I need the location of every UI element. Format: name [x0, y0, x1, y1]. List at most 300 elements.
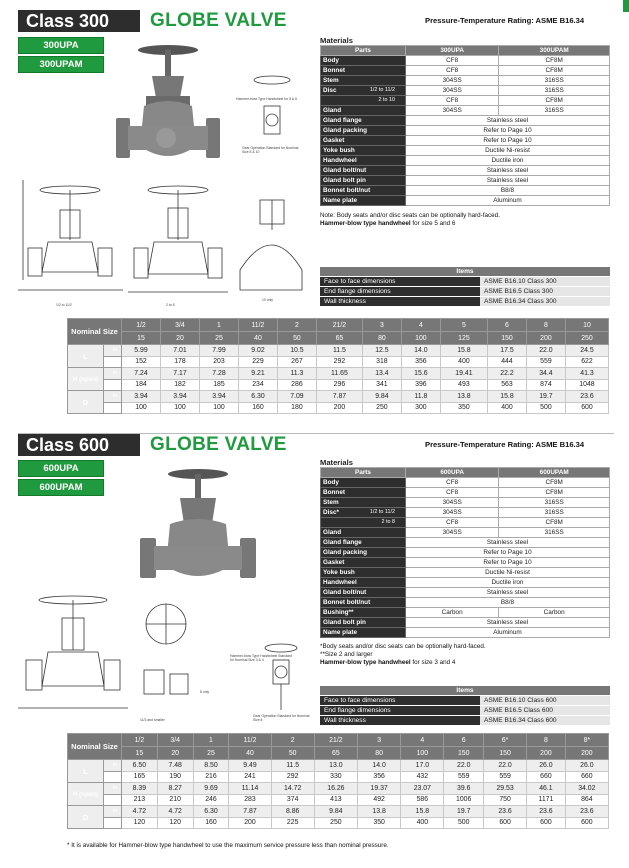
note-line: *Body seats and/or disc seats can be optionally hard-faced. — [320, 643, 486, 650]
material-value: 304SS — [406, 106, 499, 116]
nominal-size-inch: 4 — [401, 734, 444, 747]
items-header: Items — [320, 267, 610, 276]
part-label: Gland bolt/nut — [323, 167, 367, 174]
dimension-row-mm — [68, 817, 609, 829]
dimension-value: 250 — [362, 402, 401, 414]
part-name — [321, 608, 406, 618]
caption-gear-300: Gear Operation Standard for Nominal Size 8 & 10 — [242, 146, 299, 154]
materials-row — [321, 66, 610, 76]
material-value: Stainless steel — [406, 618, 610, 628]
dimension-value: 15.8 — [440, 345, 487, 357]
nominal-size-mm: 25 — [193, 747, 229, 760]
material-value: CF8 — [406, 518, 499, 528]
dimension-value: 413 — [314, 794, 357, 806]
part-name — [321, 156, 406, 166]
materials-row — [321, 56, 610, 66]
dimension-value: 100 — [122, 402, 161, 414]
dimension-value: 493 — [440, 379, 487, 391]
dimension-value: 11.14 — [229, 783, 271, 795]
header-cell: 600UPA — [406, 468, 499, 478]
nominal-size-inch: 8* — [565, 734, 608, 747]
header-cell: Parts — [321, 46, 406, 56]
dimension-value: 11.5 — [271, 760, 314, 772]
dimension-value: 24.5 — [565, 345, 608, 357]
nominal-size-inch: 5 — [440, 319, 487, 332]
dimension-value: 563 — [487, 379, 526, 391]
note-line: Hammer-blow type handwheel for size 5 and 6 — [320, 220, 456, 227]
materials-row — [321, 538, 610, 548]
part-label: Disc* — [323, 509, 339, 516]
dimension-value: 350 — [358, 817, 401, 829]
materials-row — [321, 106, 610, 116]
dimension-value: 34.02 — [565, 783, 608, 795]
part-name — [321, 528, 406, 538]
dimension-value: 660 — [565, 771, 608, 783]
dimension-value: 660 — [527, 771, 566, 783]
unit-label: in. — [104, 368, 122, 380]
part-label: Name plate — [323, 629, 358, 636]
standard-row — [320, 695, 610, 705]
material-value: CF8M — [499, 66, 610, 76]
model-tag-600upam: 600UPAM — [18, 479, 104, 496]
materials-row — [321, 558, 610, 568]
dimension-value: 6.50 — [122, 760, 158, 772]
dimension-value: 10.5 — [277, 345, 316, 357]
part-label: Bonnet — [323, 489, 346, 496]
materials-row — [321, 528, 610, 538]
dimension-value: 46.1 — [527, 783, 566, 795]
material-value: Aluminum — [406, 628, 610, 638]
dimension-value: 13.0 — [314, 760, 357, 772]
part-label: Gasket — [323, 559, 345, 566]
part-label: Yoke bush — [323, 569, 355, 576]
dimension-row-in — [68, 783, 609, 795]
nominal-size-inch: 8 — [526, 319, 565, 332]
dimension-value: 15.8 — [487, 391, 526, 403]
dimension-value: 210 — [157, 794, 193, 806]
materials-row — [321, 588, 610, 598]
material-value: 316SS — [499, 76, 610, 86]
materials-row — [321, 518, 610, 528]
dimension-value: 14.72 — [271, 783, 314, 795]
part-name — [321, 518, 406, 528]
standard-item: Wall thickness — [320, 715, 480, 725]
part-name — [321, 508, 406, 518]
part-label: Gasket — [323, 137, 345, 144]
nominal-size-mm: 150 — [483, 747, 526, 760]
nominal-size-inch: 11/2 — [238, 319, 277, 332]
standard-item: Face to face dimensions — [320, 276, 480, 286]
dimension-value: 374 — [271, 794, 314, 806]
material-value: 304SS — [406, 528, 499, 538]
items-header-row — [320, 267, 610, 276]
dimension-value: 600 — [527, 817, 566, 829]
material-value: Ductile Ni-resist — [406, 146, 610, 156]
nominal-size-inch: 1/2 — [122, 319, 161, 332]
dimension-value: 7.87 — [316, 391, 362, 403]
materials-row — [321, 156, 610, 166]
materials-row — [321, 548, 610, 558]
dimension-value: 13.8 — [358, 806, 401, 818]
dimension-value: 267 — [277, 356, 316, 368]
dimension-value: 600 — [565, 817, 608, 829]
caption-hammer-600: Hammer-blow Type Handwheel Standard for Nominal Size 3 & 4 — [230, 654, 292, 662]
standard-row — [320, 715, 610, 725]
material-value: Ductile Ni-resist — [406, 568, 610, 578]
standard-item: End flange dimensions — [320, 705, 480, 715]
dimension-value: 229 — [238, 356, 277, 368]
nominal-size-inch: 6* — [483, 734, 526, 747]
dimension-value: 180 — [277, 402, 316, 414]
dimension-row-mm — [68, 356, 609, 368]
nominal-size-label: Nominal Size — [68, 734, 122, 760]
nominal-size-mm: 15 — [122, 747, 158, 760]
materials-row — [321, 478, 610, 488]
drawing-300-medium — [128, 180, 228, 310]
part-name — [321, 538, 406, 548]
dimension-value: 7.09 — [277, 391, 316, 403]
standard-row — [320, 296, 610, 306]
caption-gear-600: Gear Operation Standard for Nominal Size 8 — [253, 714, 310, 722]
dimension-value: 7.48 — [157, 760, 193, 772]
dimension-row-in — [68, 368, 609, 380]
model-tag-300upa: 300UPA — [18, 37, 104, 54]
nominal-size-inch: 3/4 — [160, 319, 199, 332]
unit-label: mm — [104, 817, 122, 829]
dimension-value: 19.41 — [440, 368, 487, 380]
part-label: Stem — [323, 499, 339, 506]
dimension-value: 622 — [565, 356, 608, 368]
part-label: Stem — [323, 77, 339, 84]
dimension-value: 7.17 — [160, 368, 199, 380]
standards-table-600 — [320, 686, 610, 726]
dimension-value: 12.5 — [362, 345, 401, 357]
dimension-value: 1006 — [444, 794, 484, 806]
unit-label: in. — [104, 760, 122, 772]
unit-label: mm — [104, 356, 122, 368]
nominal-size-inch: 6 — [487, 319, 526, 332]
material-value: Stainless steel — [406, 176, 610, 186]
nominal-size-inch: 4 — [401, 319, 440, 332]
handwheel-details-600 — [130, 600, 210, 715]
dimension-value: 559 — [444, 771, 484, 783]
part-name — [321, 76, 406, 86]
nominal-size-mm: 200 — [527, 747, 566, 760]
dimension-value: 4.72 — [122, 806, 158, 818]
dimension-value: 213 — [122, 794, 158, 806]
dimension-value: 225 — [271, 817, 314, 829]
dimension-row-mm — [68, 402, 609, 414]
note-line: Note: Body seats and/or disc seats can be optionally hard-faced. — [320, 212, 500, 219]
dimension-value: 250 — [314, 817, 357, 829]
dimension-value: 15.6 — [401, 368, 440, 380]
part-name — [321, 56, 406, 66]
dimension-value: 444 — [487, 356, 526, 368]
materials-title-300: Materials — [320, 36, 353, 45]
part-name — [321, 498, 406, 508]
part-name — [321, 478, 406, 488]
dimension-value: 13.4 — [362, 368, 401, 380]
dimension-value: 160 — [193, 817, 229, 829]
dimension-value: 7.99 — [199, 345, 238, 357]
material-value: CF8 — [406, 66, 499, 76]
part-label: Gland — [323, 529, 342, 536]
part-label: Gland bolt pin — [323, 177, 366, 184]
dimension-value: 13.8 — [440, 391, 487, 403]
materials-row — [321, 76, 610, 86]
dimension-value: 160 — [238, 402, 277, 414]
drawing-300-small — [18, 180, 123, 310]
material-value: CF8M — [499, 518, 610, 528]
material-value: Refer to Page 10 — [406, 548, 610, 558]
footnote: * It is available for Hammer-blow type handwheel to use the maximum service pressure less than nominal pressure. — [67, 842, 389, 849]
nominal-size-inch: 1 — [199, 319, 238, 332]
dimension-value: 241 — [229, 771, 271, 783]
dimension-value: 492 — [358, 794, 401, 806]
standard-row — [320, 276, 610, 286]
part-name — [321, 86, 406, 96]
dimension-value: 1171 — [527, 794, 566, 806]
part-name — [321, 176, 406, 186]
part-name — [321, 186, 406, 196]
materials-note-600 — [320, 643, 486, 667]
material-value: CF8 — [406, 488, 499, 498]
dimension-value: 432 — [401, 771, 444, 783]
part-name — [321, 628, 406, 638]
material-value: 316SS — [499, 498, 610, 508]
part-name — [321, 588, 406, 598]
product-title: GLOBE VALVE — [150, 434, 287, 455]
dimension-value: 6.30 — [238, 391, 277, 403]
part-label: Gland flange — [323, 539, 362, 546]
dimension-value: 283 — [229, 794, 271, 806]
dimension-value: 203 — [199, 356, 238, 368]
nominal-size-mm: 25 — [199, 332, 238, 345]
dimension-value: 559 — [526, 356, 565, 368]
dimension-value: 6.30 — [193, 806, 229, 818]
unit-label: mm — [104, 402, 122, 414]
header-cell: 300UPA — [406, 46, 499, 56]
dimension-value: 22.0 — [526, 345, 565, 357]
material-value: 304SS — [406, 508, 499, 518]
materials-row — [321, 176, 610, 186]
nominal-size-inch: 2 — [277, 319, 316, 332]
part-name — [321, 598, 406, 608]
materials-table-600 — [320, 467, 610, 638]
standard-row — [320, 705, 610, 715]
section-tab-marker — [623, 0, 629, 12]
material-value: 316SS — [499, 528, 610, 538]
dimension-value: 5.99 — [122, 345, 161, 357]
dimension-value: 3.94 — [199, 391, 238, 403]
dimension-value: 23.6 — [565, 391, 608, 403]
dimension-value: 330 — [314, 771, 357, 783]
materials-row — [321, 498, 610, 508]
part-name — [321, 66, 406, 76]
nominal-size-mm: 125 — [440, 332, 487, 345]
material-value: Refer to Page 10 — [406, 136, 610, 146]
part-size-range: 2 to 10 — [378, 97, 395, 103]
nominal-size-mm: 80 — [358, 747, 401, 760]
materials-row — [321, 166, 610, 176]
nominal-size-inch: 3 — [362, 319, 401, 332]
nominal-size-mm: 20 — [160, 332, 199, 345]
dimension-row-in — [68, 391, 609, 403]
material-value: Stainless steel — [406, 538, 610, 548]
unit-label: in. — [104, 783, 122, 795]
part-label: Bonnet — [323, 67, 346, 74]
part-size-range: 2 to 8 — [381, 519, 395, 525]
materials-row — [321, 618, 610, 628]
dimension-value: 7.28 — [199, 368, 238, 380]
class-300-header — [18, 10, 287, 32]
nominal-size-mm: 100 — [401, 332, 440, 345]
dimension-value: 22.2 — [487, 368, 526, 380]
nominal-size-mm: 80 — [362, 332, 401, 345]
material-value: Stainless steel — [406, 166, 610, 176]
dimension-value: 600 — [483, 817, 526, 829]
materials-row — [321, 146, 610, 156]
dimension-value: 22.0 — [444, 760, 484, 772]
dimension-value: 559 — [483, 771, 526, 783]
nominal-size-mm: 15 — [122, 332, 161, 345]
dimension-value: 396 — [401, 379, 440, 391]
materials-note-300 — [320, 212, 500, 228]
nominal-size-inch: 6 — [444, 734, 484, 747]
material-value: CF8M — [499, 56, 610, 66]
material-value: 304SS — [406, 86, 499, 96]
caption-size-a-300: 1/2 to 11/2 — [56, 303, 72, 307]
dimension-value: 586 — [401, 794, 444, 806]
part-label: Gland flange — [323, 117, 362, 124]
material-value: CF8M — [499, 96, 610, 106]
nominal-size-mm: 150 — [487, 332, 526, 345]
dimension-value: 286 — [277, 379, 316, 391]
part-name — [321, 136, 406, 146]
dimension-value: 864 — [565, 794, 608, 806]
dimension-value: 100 — [199, 402, 238, 414]
part-name — [321, 196, 406, 206]
dimension-value: 19.37 — [358, 783, 401, 795]
dimension-value: 216 — [193, 771, 229, 783]
standard-item: Wall thickness — [320, 296, 480, 306]
material-value: 304SS — [406, 76, 499, 86]
part-name — [321, 578, 406, 588]
materials-row — [321, 608, 610, 618]
valve-photo-600 — [130, 462, 270, 592]
dimension-value: 120 — [157, 817, 193, 829]
handwheel-details-300 — [232, 70, 310, 300]
materials-row — [321, 86, 610, 96]
part-name — [321, 548, 406, 558]
part-name — [321, 488, 406, 498]
unit-label: in. — [104, 806, 122, 818]
dimension-value: 8.50 — [193, 760, 229, 772]
dimension-value: 17.0 — [401, 760, 444, 772]
material-value: 316SS — [499, 86, 610, 96]
nominal-size-label: Nominal Size — [68, 319, 122, 345]
model-tag-300upam: 300UPAM — [18, 56, 104, 73]
material-value: CF8 — [406, 478, 499, 488]
nominal-size-mm: 200 — [565, 747, 608, 760]
dimension-label: L — [68, 760, 104, 783]
dimension-value: 11.3 — [277, 368, 316, 380]
nominal-size-inch: 1 — [193, 734, 229, 747]
material-value: Aluminum — [406, 196, 610, 206]
part-label: Bushing** — [323, 609, 354, 616]
part-label: Gland bolt pin — [323, 619, 366, 626]
dimension-value: 8.39 — [122, 783, 158, 795]
unit-label: mm — [104, 794, 122, 806]
dimension-row-in — [68, 806, 609, 818]
dimension-value: 7.01 — [160, 345, 199, 357]
dimension-value: 190 — [157, 771, 193, 783]
items-header-row — [320, 686, 610, 695]
dimension-value: 100 — [160, 402, 199, 414]
dimension-value: 356 — [358, 771, 401, 783]
dimension-value: 23.6 — [483, 806, 526, 818]
dimension-value: 3.94 — [122, 391, 161, 403]
product-title: GLOBE VALVE — [150, 10, 287, 31]
material-value: Stainless steel — [406, 116, 610, 126]
dimension-value: 16.26 — [314, 783, 357, 795]
materials-row — [321, 568, 610, 578]
part-name — [321, 558, 406, 568]
standard-value: ASME B16.10 Class 300 — [480, 276, 610, 286]
dimension-value: 246 — [193, 794, 229, 806]
note-line: **Size 2 and larger — [320, 651, 373, 658]
dimension-value: 182 — [160, 379, 199, 391]
materials-row — [321, 508, 610, 518]
dimension-value: 300 — [401, 402, 440, 414]
caption-size-b-300: 2 to 8 — [166, 303, 175, 307]
part-name — [321, 166, 406, 176]
dimension-value: 15.8 — [401, 806, 444, 818]
dimension-value: 9.02 — [238, 345, 277, 357]
dimension-value: 200 — [229, 817, 271, 829]
dimensions-table-300 — [67, 318, 609, 414]
caption-size-c-600: 8 only — [200, 690, 210, 694]
dimension-value: 750 — [483, 794, 526, 806]
model-tag-600upa: 600UPA — [18, 460, 104, 477]
nominal-size-inch: 1/2 — [122, 734, 158, 747]
size-inch-row — [68, 734, 609, 747]
standard-value: ASME B16.5 Class 600 — [480, 705, 610, 715]
dimension-value: 874 — [526, 379, 565, 391]
material-value: Ductile iron — [406, 578, 610, 588]
drawing-600-small — [18, 590, 128, 720]
caption-hammer-300: Hammer-blow Type Handwheel for 5 & 6 — [236, 97, 297, 101]
unit-label: mm — [104, 379, 122, 391]
caption-size-a-600: 11/2 and smaller — [140, 718, 165, 722]
part-name — [321, 568, 406, 578]
dimension-value: 41.3 — [565, 368, 608, 380]
dimension-value: 9.21 — [238, 368, 277, 380]
material-value: CF8 — [406, 56, 499, 66]
dimension-row-in — [68, 345, 609, 357]
materials-row — [321, 628, 610, 638]
items-header: Items — [320, 686, 610, 695]
dimension-value: 200 — [316, 402, 362, 414]
dimension-value: 34.4 — [526, 368, 565, 380]
dimension-value: 600 — [565, 402, 608, 414]
dimension-label: D — [68, 806, 104, 829]
standard-row — [320, 286, 610, 296]
nominal-size-inch: 3/4 — [157, 734, 193, 747]
nominal-size-inch: 21/2 — [314, 734, 357, 747]
dimension-value: 152 — [122, 356, 161, 368]
standard-value: ASME B16.10 Class 600 — [480, 695, 610, 705]
